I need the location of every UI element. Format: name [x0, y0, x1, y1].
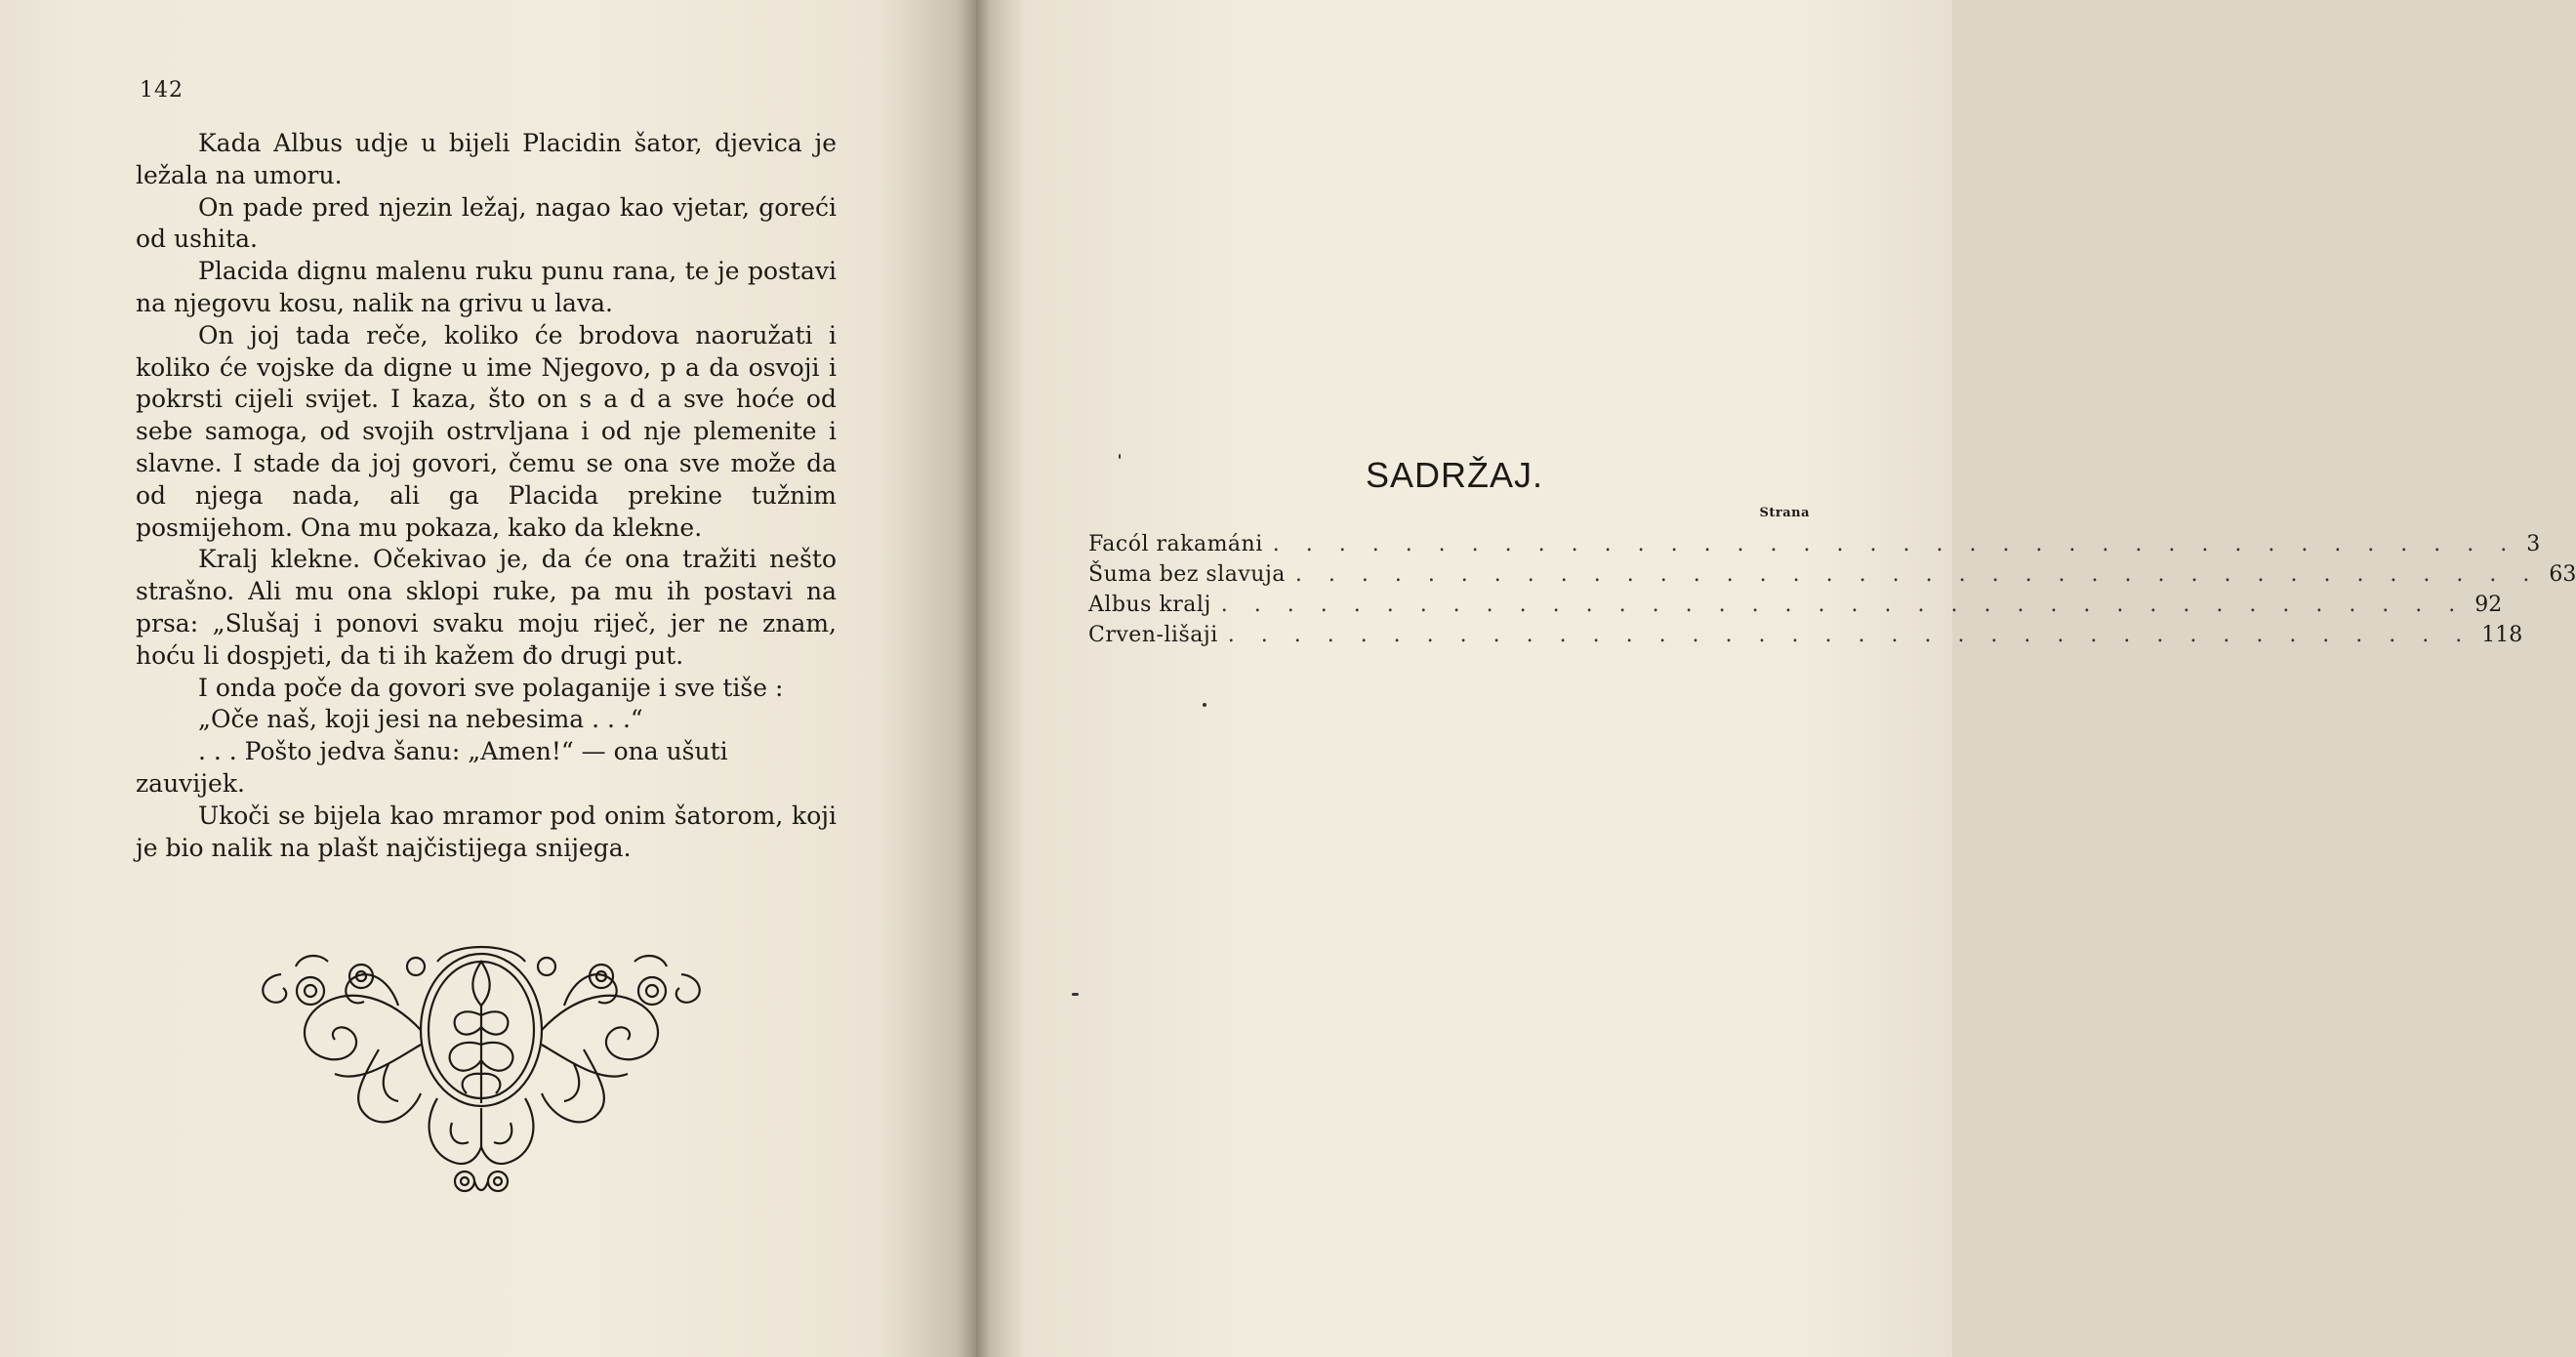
paragraph: Kralj klekne. Očekivao je, da će ona tražiti nešto strašno. Ali mu ona sklopi ruke, pa mu ih postavi na prsa: „Slušaj i ponovi svaku moju riječ, jer ne znam, hoću li dospjeti, da ti ih kažem đo drugi put.: [136, 545, 837, 670]
paragraph: „Oče naš, koji jesi na nebesima . . .“: [198, 705, 643, 734]
ornament-vignette: [242, 937, 720, 1201]
paragraph: On joj tada reče, koliko će brodova naoružati i koliko će vojske da digne u ime Njegovo, p a da osvoji i pokrsti cijeli svijet. I kaza, što on s a d a sve hoće od sebe samoga, od svojih ostrvljana i od nje plemenite i slavne. I stade da joj govori, čemu se ona sve može da od njega nada, ali ga Placida prekine tužnim posmijehom. Ona mu pokaza, kako da klekne.: [136, 320, 837, 542]
toc-entry: [1088, 593, 2503, 623]
toc-title: SADRŽAJ.: [1365, 455, 1544, 495]
toc-entry-title: Crven-lišaji: [1088, 623, 1218, 647]
paper-speck: [1072, 993, 1079, 996]
leader-dots: . . . . . . . . . . . . . . . . . . . . . . . . . . . . . . . . . . . . . .: [1227, 623, 2473, 647]
toc-entry-page: 3: [2526, 532, 2541, 556]
paragraph: Kada Albus udje u bijeli Placidin šator, djevica je ležala na umoru.: [136, 129, 837, 189]
paper-speck: [1203, 703, 1206, 707]
leader-dots: . . . . . . . . . . . . . . . . . . . . . . . . . . . . . . . . . . . . . .: [1220, 593, 2466, 617]
toc-entry: [1088, 623, 2523, 653]
paragraph: Placida dignu malenu ruku punu rana, te je postavi na njegovu kosu, nalik na grivu u lava.: [136, 257, 837, 317]
paragraph: . . . Pošto jedva šanu: „Amen!“ — ona ušuti: [198, 737, 728, 766]
paper-speck: [1119, 454, 1121, 459]
toc-entry-title: Šuma bez slavuja: [1088, 562, 1286, 587]
toc-entry: [1088, 562, 2576, 593]
body-text: [136, 128, 837, 864]
toc-column-header: Strana: [1759, 506, 1810, 520]
table-of-contents: [1088, 532, 2576, 653]
paragraph: On pade pred njezin ležaj, nagao kao vjetar, goreći od ushita.: [136, 192, 837, 254]
paragraph: Ukoči se bijela kao mramor pod onim šatorom, koji je bio nalik na plašt najčistijega snijega.: [136, 801, 837, 862]
paragraph: zauvijek.: [136, 768, 245, 798]
toc-entry-title: Facól rakamáni: [1088, 532, 1263, 556]
right-page: [976, 0, 1952, 1357]
paragraph: I onda poče da govori sve polaganije i sve tiše :: [198, 673, 784, 702]
toc-entry: [1088, 532, 2541, 562]
left-page: [0, 0, 976, 1357]
toc-entry-page: 118: [2481, 623, 2523, 647]
leader-dots: . . . . . . . . . . . . . . . . . . . . . . . . . . . . . . . . . . . . . .: [1294, 562, 2540, 587]
leader-dots: . . . . . . . . . . . . . . . . . . . . . . . . . . . . . . . . . . . . . .: [1272, 532, 2517, 556]
toc-entry-page: 63: [2549, 562, 2576, 587]
toc-entry-page: 92: [2474, 593, 2503, 617]
page-number: 142: [140, 78, 184, 103]
toc-entry-title: Albus kralj: [1088, 593, 1211, 617]
